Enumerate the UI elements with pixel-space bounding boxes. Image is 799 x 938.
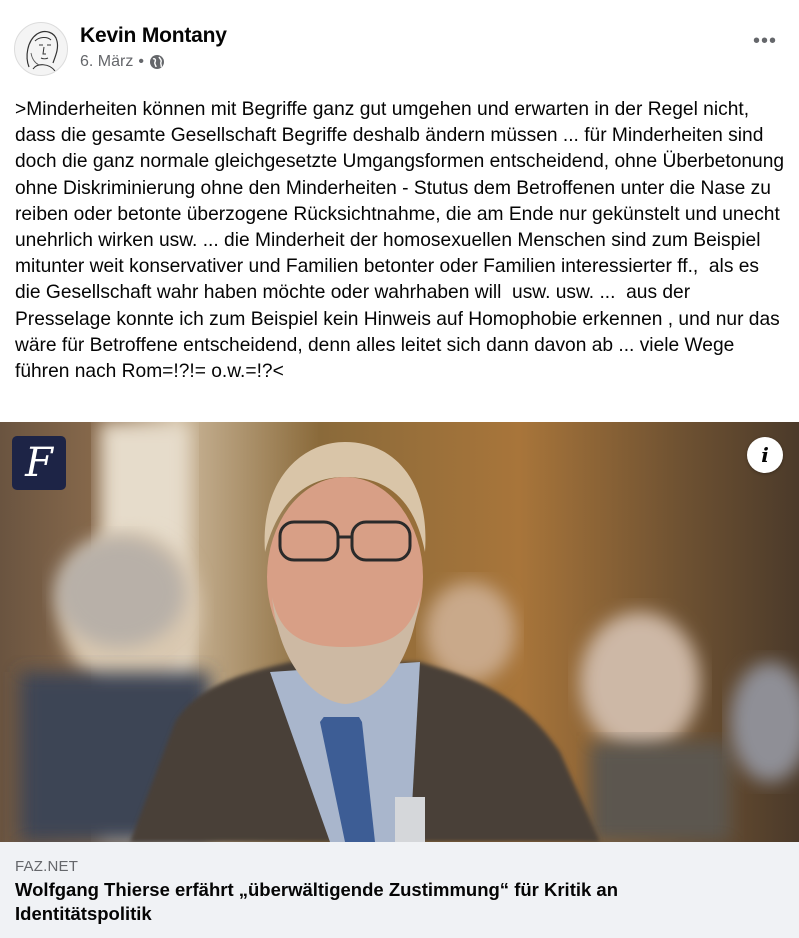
post-header <box>0 0 799 92</box>
post-meta <box>80 53 165 71</box>
link-domain: FAZ.NET <box>15 858 79 875</box>
post-date[interactable]: 6. März <box>80 53 134 70</box>
photo-illustration <box>0 422 799 842</box>
post-text: >Minderheiten können mit Begriffe ganz gut umgehen und erwarten in der Regel nicht, dass die gesamte Gesellschaft Begriffe deshalb ändern müssen ... für Minderheiten sind doch die ganz normale gleichgesetzte Umgangsformen entscheidend, ohne Überbetonung ohne Diskriminierung ohne den Minderheiten - Stutus dem Betroffenen unter die Nase zu reiben oder betonte überzogene Rücksichtnahme, die am Ende nur gekünstelt und unecht unehrlich wirken usw. ... die Minderheit der homosexuellen Menschen sind zum Beispiel mitunter weit konservativer und Familien betonter oder Familien interessierter ff., als es die Gesellschaft wahr haben möchte oder wahrhaben will usw. usw. ... aus der Presselage konnte ich zum Beispiel kein Hinweis auf Homophobie erkennen , und nur das wäre für Betroffene entscheidend, denn alles leitet sich dann davon ab ... viele Wege führen nach Rom=!?!= o.w.=!?< <box>15 99 790 383</box>
sketch-portrait-icon <box>15 23 68 76</box>
faz-logo: F <box>12 436 66 490</box>
author-avatar[interactable] <box>14 22 68 76</box>
link-preview-caption[interactable] <box>0 842 799 938</box>
link-headline[interactable]: Wolfgang Thierse erfährt „überwältigende Zustimmung“ für Kritik an Identitätspolitik <box>15 879 619 924</box>
more-options-icon[interactable]: ••• <box>752 30 777 52</box>
info-icon[interactable]: i <box>747 437 783 473</box>
globe-icon <box>149 54 165 70</box>
meta-separator: • <box>138 53 144 70</box>
author-name[interactable]: Kevin Montany <box>80 24 227 47</box>
link-preview-image[interactable] <box>0 422 799 842</box>
